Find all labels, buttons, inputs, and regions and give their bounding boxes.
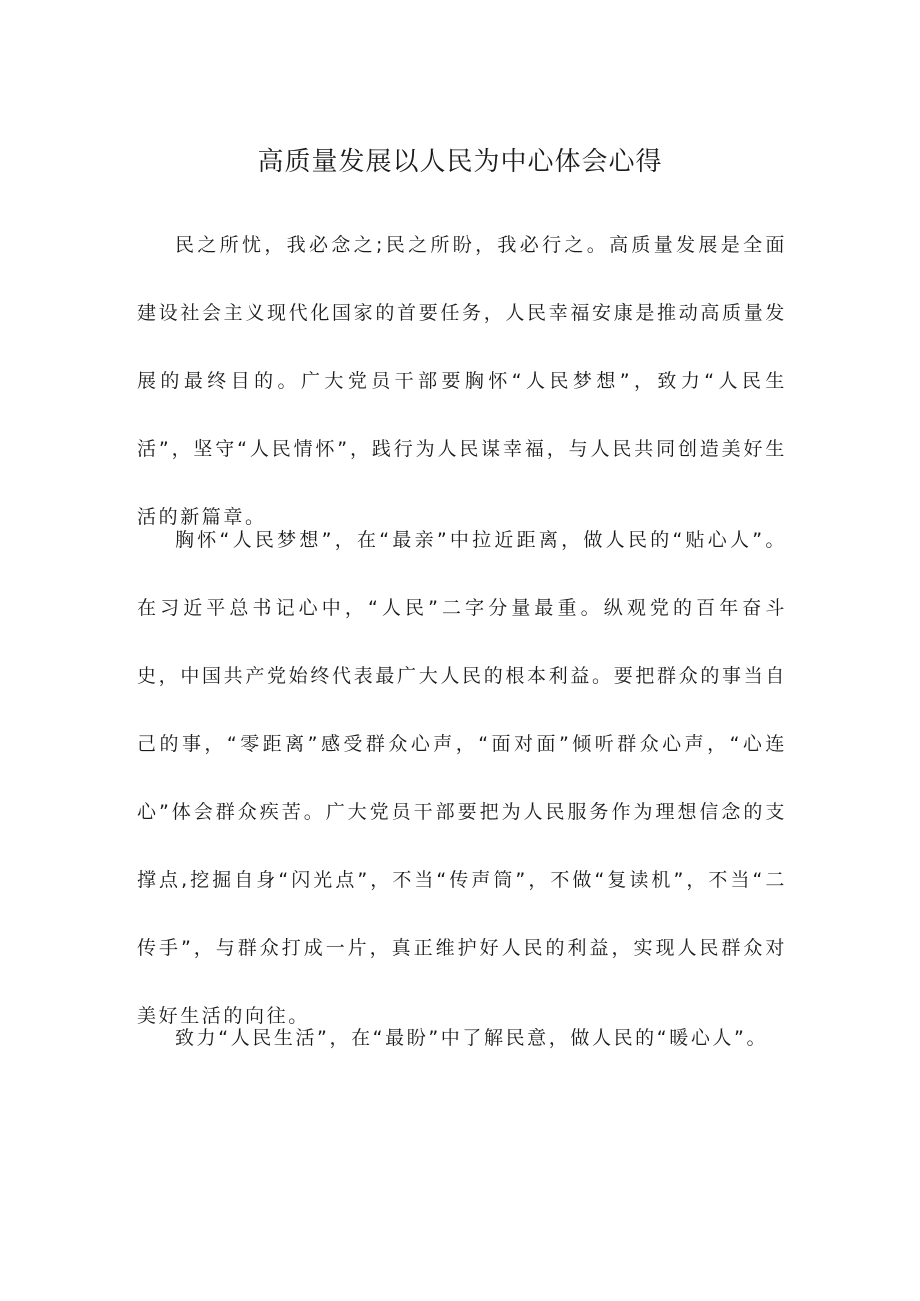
paragraph-2: 胸怀“人民梦想”，在“最亲”中拉近距离，做人民的“贴心人”。在习近平总书记心中，“人民”二字分量最重。纵观党的百年奋斗史，中国共产党始终代表最广大人民的根本利益。要把群众的事当自己的事，“零距离”感受群众心声，“面对面”倾听群众心声，“心连心”体会群众疾苦。广大党员干部要把为人民服务作为理想信念的支撑点,挖掘自身“闪光点”，不当“传声筒”，不做“复读机”，不当“二传手”，与群众打成一片，真正维护好人民的利益，实现人民群众对美好生活的向往。 <box>137 529 787 1027</box>
paragraph-3: 致力“人民生活”，在“最盼”中了解民意，做人民的“暖心人”。 <box>175 1027 769 1049</box>
document-title: 高质量发展以人民为中心体会心得 <box>257 147 663 177</box>
paragraph-1: 民之所忧，我必念之;民之所盼，我必行之。高质量发展是全面建设社会主义现代化国家的首要任务，人民幸福安康是推动高质量发展的最终目的。广大党员干部要胸怀“人民梦想”，致力“人民生活”，坚守“人民情怀”，践行为人民谋幸福，与人民共同创造美好生活的新篇章。 <box>137 234 787 528</box>
